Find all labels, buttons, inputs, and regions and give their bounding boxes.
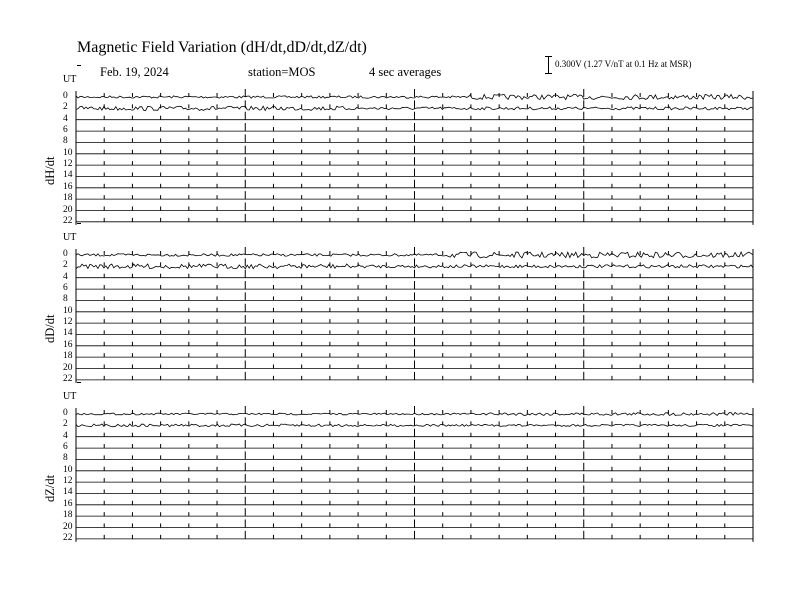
- hour-label: 10: [63, 147, 73, 158]
- hour-label: 22: [63, 532, 73, 543]
- hour-label: 10: [63, 305, 73, 316]
- axis-marker-icon: [77, 65, 81, 66]
- hour-label: 2: [63, 419, 68, 430]
- time-axis-label: UT: [63, 232, 77, 243]
- hour-label: 18: [63, 351, 73, 362]
- panel-ylabel: dD/dt: [43, 314, 57, 344]
- hour-label: 2: [63, 260, 68, 271]
- hour-label: 16: [63, 181, 73, 192]
- hour-label: 4: [63, 113, 68, 124]
- axis-marker-icon: [77, 223, 81, 224]
- time-axis-label: UT: [63, 74, 77, 85]
- scale-label: 0.300V (1.27 V/nT at 0.1 Hz at MSR): [555, 59, 692, 69]
- time-axis-label: UT: [63, 391, 77, 402]
- axis-marker-icon: [77, 382, 81, 383]
- hour-label: 0: [63, 249, 68, 259]
- hour-label: 20: [63, 521, 73, 532]
- hour-label: 12: [63, 317, 73, 328]
- hour-label: 8: [63, 453, 68, 464]
- panel-ylabel: dZ/dt: [43, 475, 57, 503]
- hour-label: 20: [63, 362, 73, 373]
- chart-title: Magnetic Field Variation (dH/dt,dD/dt,dZ/dt): [77, 39, 367, 56]
- hour-label: 6: [63, 125, 68, 136]
- averaging-label: 4 sec averages: [369, 65, 442, 79]
- hour-label: 12: [63, 159, 73, 170]
- hour-label: 8: [63, 136, 68, 147]
- hour-label: 20: [63, 204, 73, 215]
- hour-label: 8: [63, 294, 68, 305]
- date-label: Feb. 19, 2024: [100, 65, 169, 79]
- hour-label: 14: [63, 170, 73, 181]
- hour-label: 4: [63, 271, 68, 282]
- hour-label: 16: [63, 498, 73, 509]
- hour-label: 10: [63, 464, 73, 475]
- hour-label: 16: [63, 339, 73, 350]
- hour-label: 0: [63, 408, 68, 418]
- hour-label: 22: [63, 215, 73, 226]
- hour-label: 6: [63, 283, 68, 294]
- hour-label: 14: [63, 487, 73, 498]
- hour-label: 4: [63, 430, 68, 441]
- station-label: station=MOS: [248, 65, 316, 79]
- hour-label: 2: [63, 102, 68, 113]
- hour-label: 18: [63, 510, 73, 521]
- hour-label: 6: [63, 442, 68, 453]
- hour-label: 14: [63, 328, 73, 339]
- hour-label: 0: [63, 91, 68, 101]
- panel-ylabel: dH/dt: [43, 156, 57, 186]
- scale-bar-icon: [548, 56, 549, 74]
- hour-label: 18: [63, 193, 73, 204]
- hour-label: 22: [63, 373, 73, 384]
- hour-label: 12: [63, 476, 73, 487]
